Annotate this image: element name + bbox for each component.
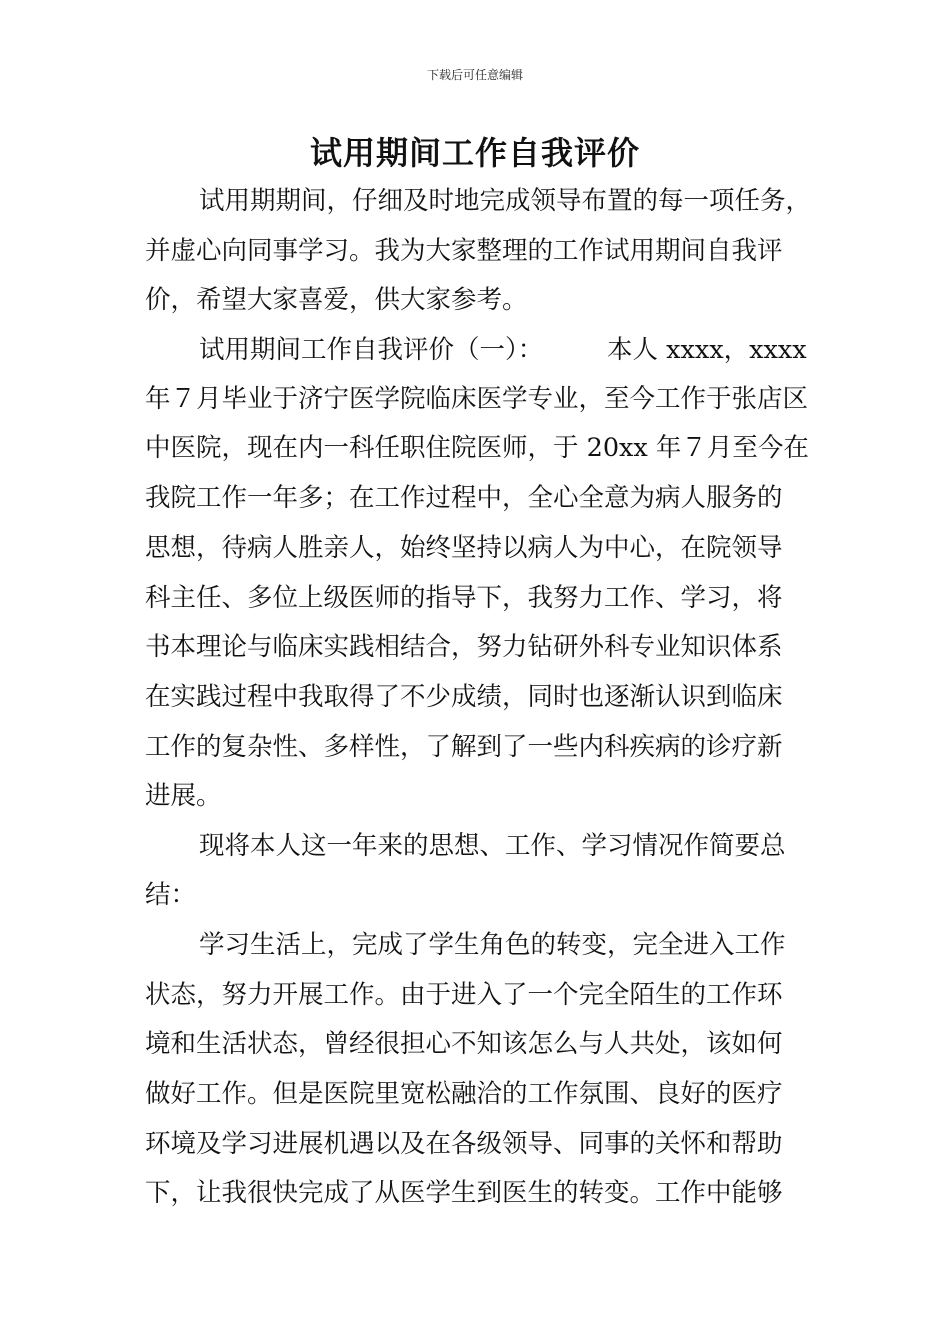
body-line: 状态，努力开展工作。由于进入了一个完全陌生的工作环 [145, 980, 783, 1010]
body-line: 进展。 [145, 781, 222, 811]
body-line: 年７月毕业于济宁医学院临床医学专业，至今工作于张店区 [145, 384, 809, 414]
body-line: 并虚心向同事学习。我为大家整理的工作试用期间自我评 [145, 236, 783, 266]
body-line: 做好工作。但是医院里宽松融洽的工作氛围、良好的医疗 [145, 1079, 783, 1109]
body-line: 中医院，现在内一科任职住院医师，于 20xx 年７月至今在 [145, 433, 809, 463]
body-line: 我院工作一年多；在工作过程中，全心全意为病人服务的 [145, 483, 783, 513]
body-line: 思想，待病人胜亲人，始终坚持以病人为中心，在院领导 [145, 533, 783, 563]
body-line: 在实践过程中我取得了不少成绩，同时也逐渐认识到临床 [145, 682, 783, 712]
body-line: 下，让我很快完成了从医学生到医生的转变。工作中能够 [145, 1178, 783, 1208]
body-line: 环境及学习进展机遇以及在各级领导、同事的关怀和帮助 [145, 1129, 783, 1159]
body-line: 境和生活状态，曾经很担心不知该怎么与人共处，该如何 [145, 1029, 783, 1059]
body-line: 试用期间工作自我评价（一）： 本人 xxxx，xxxx [199, 335, 807, 365]
body-line: 学习生活上，完成了学生角色的转变，完全进入工作 [199, 930, 786, 960]
page-header-note: 下载后可任意编辑 [426, 68, 523, 82]
document-title: 试用期间工作自我评价 [309, 134, 640, 172]
body-line: 价，希望大家喜爱，供大家参考。 [145, 285, 528, 315]
body-line: 书本理论与临床实践相结合，努力钻研外科专业知识体系 [145, 632, 783, 662]
body-line: 科主任、多位上级医师的指导下，我努力工作、学习，将 [145, 583, 783, 613]
body-line: 现将本人这一年来的思想、工作、学习情况作简要总 [199, 831, 786, 861]
body-line: 结： [145, 880, 197, 910]
body-line: 试用期期间，仔细及时地完成领导布置的每一项任务， [199, 186, 812, 216]
body-line: 工作的复杂性、多样性，了解到了一些内科疾病的诊疗新 [145, 732, 783, 762]
